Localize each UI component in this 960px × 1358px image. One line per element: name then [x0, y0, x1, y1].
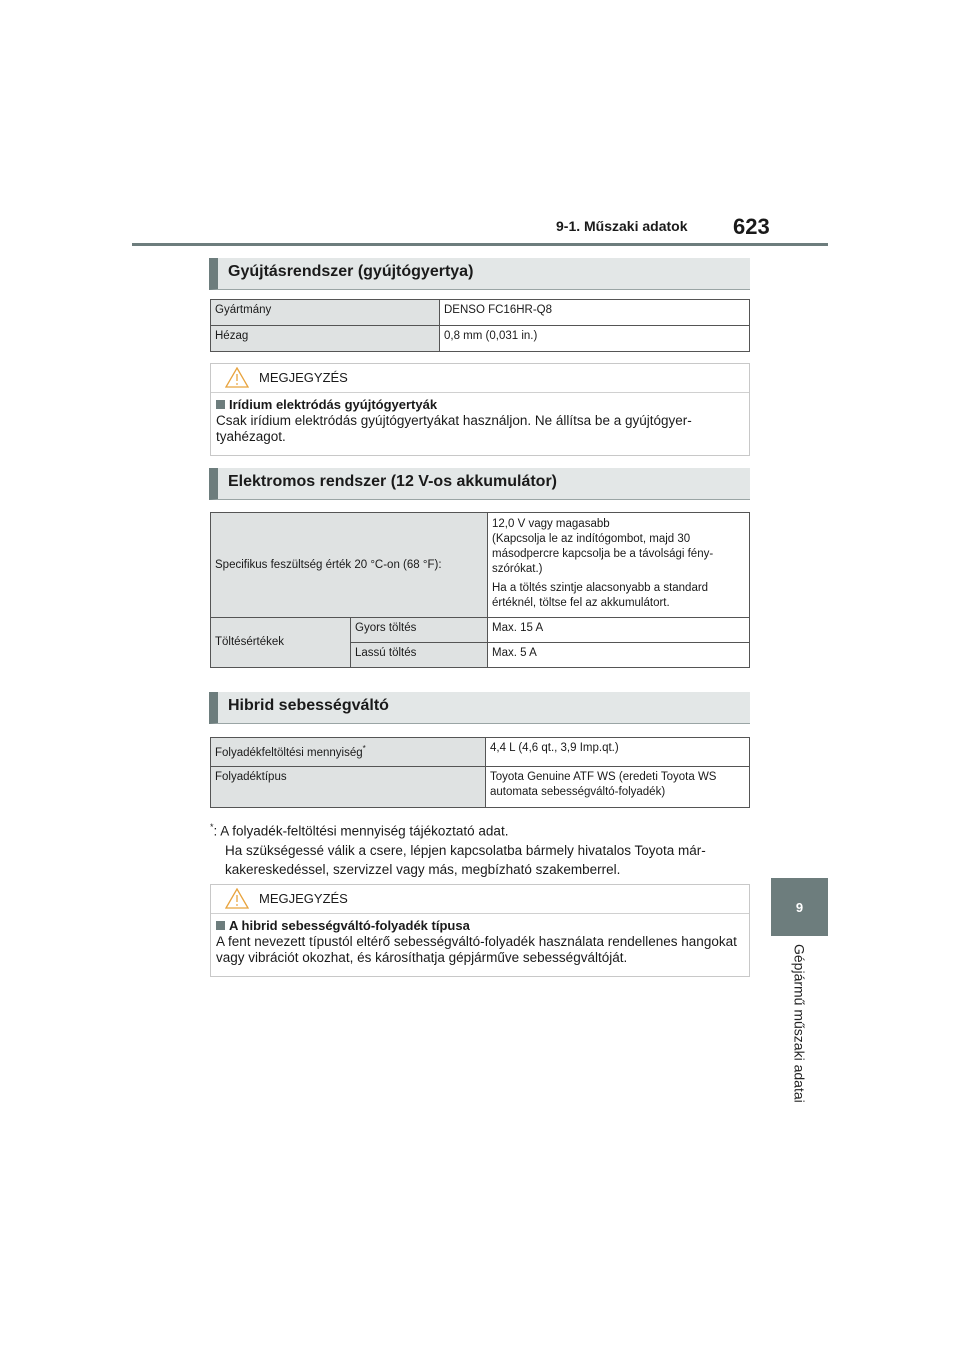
table-row: [211, 738, 750, 767]
electrical-table: [210, 512, 750, 668]
page-number: 623: [733, 214, 770, 239]
table-row: [211, 767, 750, 808]
table-cell-value: DENSO FC16HR-Q8: [440, 300, 750, 326]
transmission-table: [210, 737, 750, 808]
capacity-label: Folyadékfeltöltési mennyiség: [215, 746, 363, 759]
footnote-mark: *: [210, 822, 214, 832]
warning-triangle-icon: [225, 367, 249, 388]
table-row: [211, 326, 750, 352]
table-cell-value: 0,8 mm (0,031 in.): [440, 326, 750, 352]
chapter-title: Gépjármű műszaki adatai: [791, 944, 808, 1103]
ignition-heading-text: Gyújtásrendszer (gyújtógyertya): [228, 263, 474, 280]
transmission-heading-text: Hibrid sebességváltó: [228, 697, 389, 714]
chapter-tab[interactable]: [771, 878, 828, 936]
voltage-line-3: Ha a töltés szintje alacsonyabb a standard értéknél, töltse fel az akkumulátort.: [492, 582, 709, 609]
footnote-line-1: : A folyadék-feltöltési mennyiség tájékoztató adat.: [213, 823, 509, 839]
bullet-square-icon: [216, 400, 225, 409]
table-cell-label: Specifikus feszültség érték 20 °C-on (68 °F):: [211, 513, 488, 618]
table-cell-label: Töltésértékek: [211, 618, 351, 668]
table-cell-label: Gyártmány: [211, 300, 440, 326]
ignition-table: [210, 299, 750, 352]
footnote-mark: *: [362, 744, 366, 753]
note-box-transmission-fluid: [210, 884, 750, 977]
note-title: MEGJEGYZÉS: [259, 891, 348, 906]
footnote-line-2: Ha szükségessé válik a csere, lépjen kapcsolatba bármely hivatalos Toyota már-kakereskedéssel, szervizzel vagy más, megbízható szakemberrel.: [225, 842, 706, 877]
table-row: [211, 300, 750, 326]
table-cell-sublabel: Gyors töltés: [351, 618, 488, 643]
note-subtitle: A hibrid sebességváltó-folyadék típusa: [229, 918, 470, 933]
ignition-heading: [209, 258, 750, 290]
note-text: Csak irídium elektródás gyújtógyertyákat használjon. Ne állítsa be a gyújtógyer-tyahézagot.: [216, 413, 692, 444]
section-title: 9-1. Műszaki adatok: [556, 218, 688, 234]
table-row: [211, 513, 750, 618]
voltage-line-2: (Kapcsolja le az indítógombot, majd 30 másodpercre kapcsolja be a távolsági fény-szórókat.): [492, 533, 714, 575]
table-cell-label: Hézag: [211, 326, 440, 352]
header-divider: [132, 243, 828, 246]
chapter-title-vertical: [771, 944, 828, 1124]
table-cell-value: 4,4 L (4,6 qt., 3,9 Imp.qt.): [486, 738, 750, 767]
table-cell-value: [488, 513, 750, 618]
table-cell-value: Max. 15 A: [488, 618, 750, 643]
table-row: [211, 618, 750, 643]
note-subtitle: Irídium elektródás gyújtógyertyák: [229, 397, 438, 412]
table-cell-sublabel: Lassú töltés: [351, 643, 488, 668]
table-cell-value: Max. 5 A: [488, 643, 750, 668]
table-cell-label: [211, 738, 486, 767]
electrical-heading-text: Elektromos rendszer (12 V-os akkumulátor): [228, 473, 557, 490]
transmission-heading: [209, 692, 750, 724]
note-text: A fent nevezett típustól eltérő sebességváltó-folyadék használata rendellenes hangokat vagy vibrációt okozhat, és károsíthatja gépjárműve sebességváltóját.: [216, 934, 737, 965]
table-cell-label: Folyadéktípus: [211, 767, 486, 808]
electrical-heading: [209, 468, 750, 500]
bullet-square-icon: [216, 921, 225, 930]
voltage-line-1: 12,0 V vagy magasabb: [492, 518, 610, 530]
note-title: MEGJEGYZÉS: [259, 370, 348, 385]
chapter-number: 9: [795, 899, 804, 915]
table-cell-value: Toyota Genuine ATF WS (eredeti Toyota WS automata sebességváltó-folyadék): [486, 767, 750, 808]
note-box-spark-plug: [210, 363, 750, 456]
warning-triangle-icon: [225, 888, 249, 909]
footnote: [210, 818, 750, 879]
